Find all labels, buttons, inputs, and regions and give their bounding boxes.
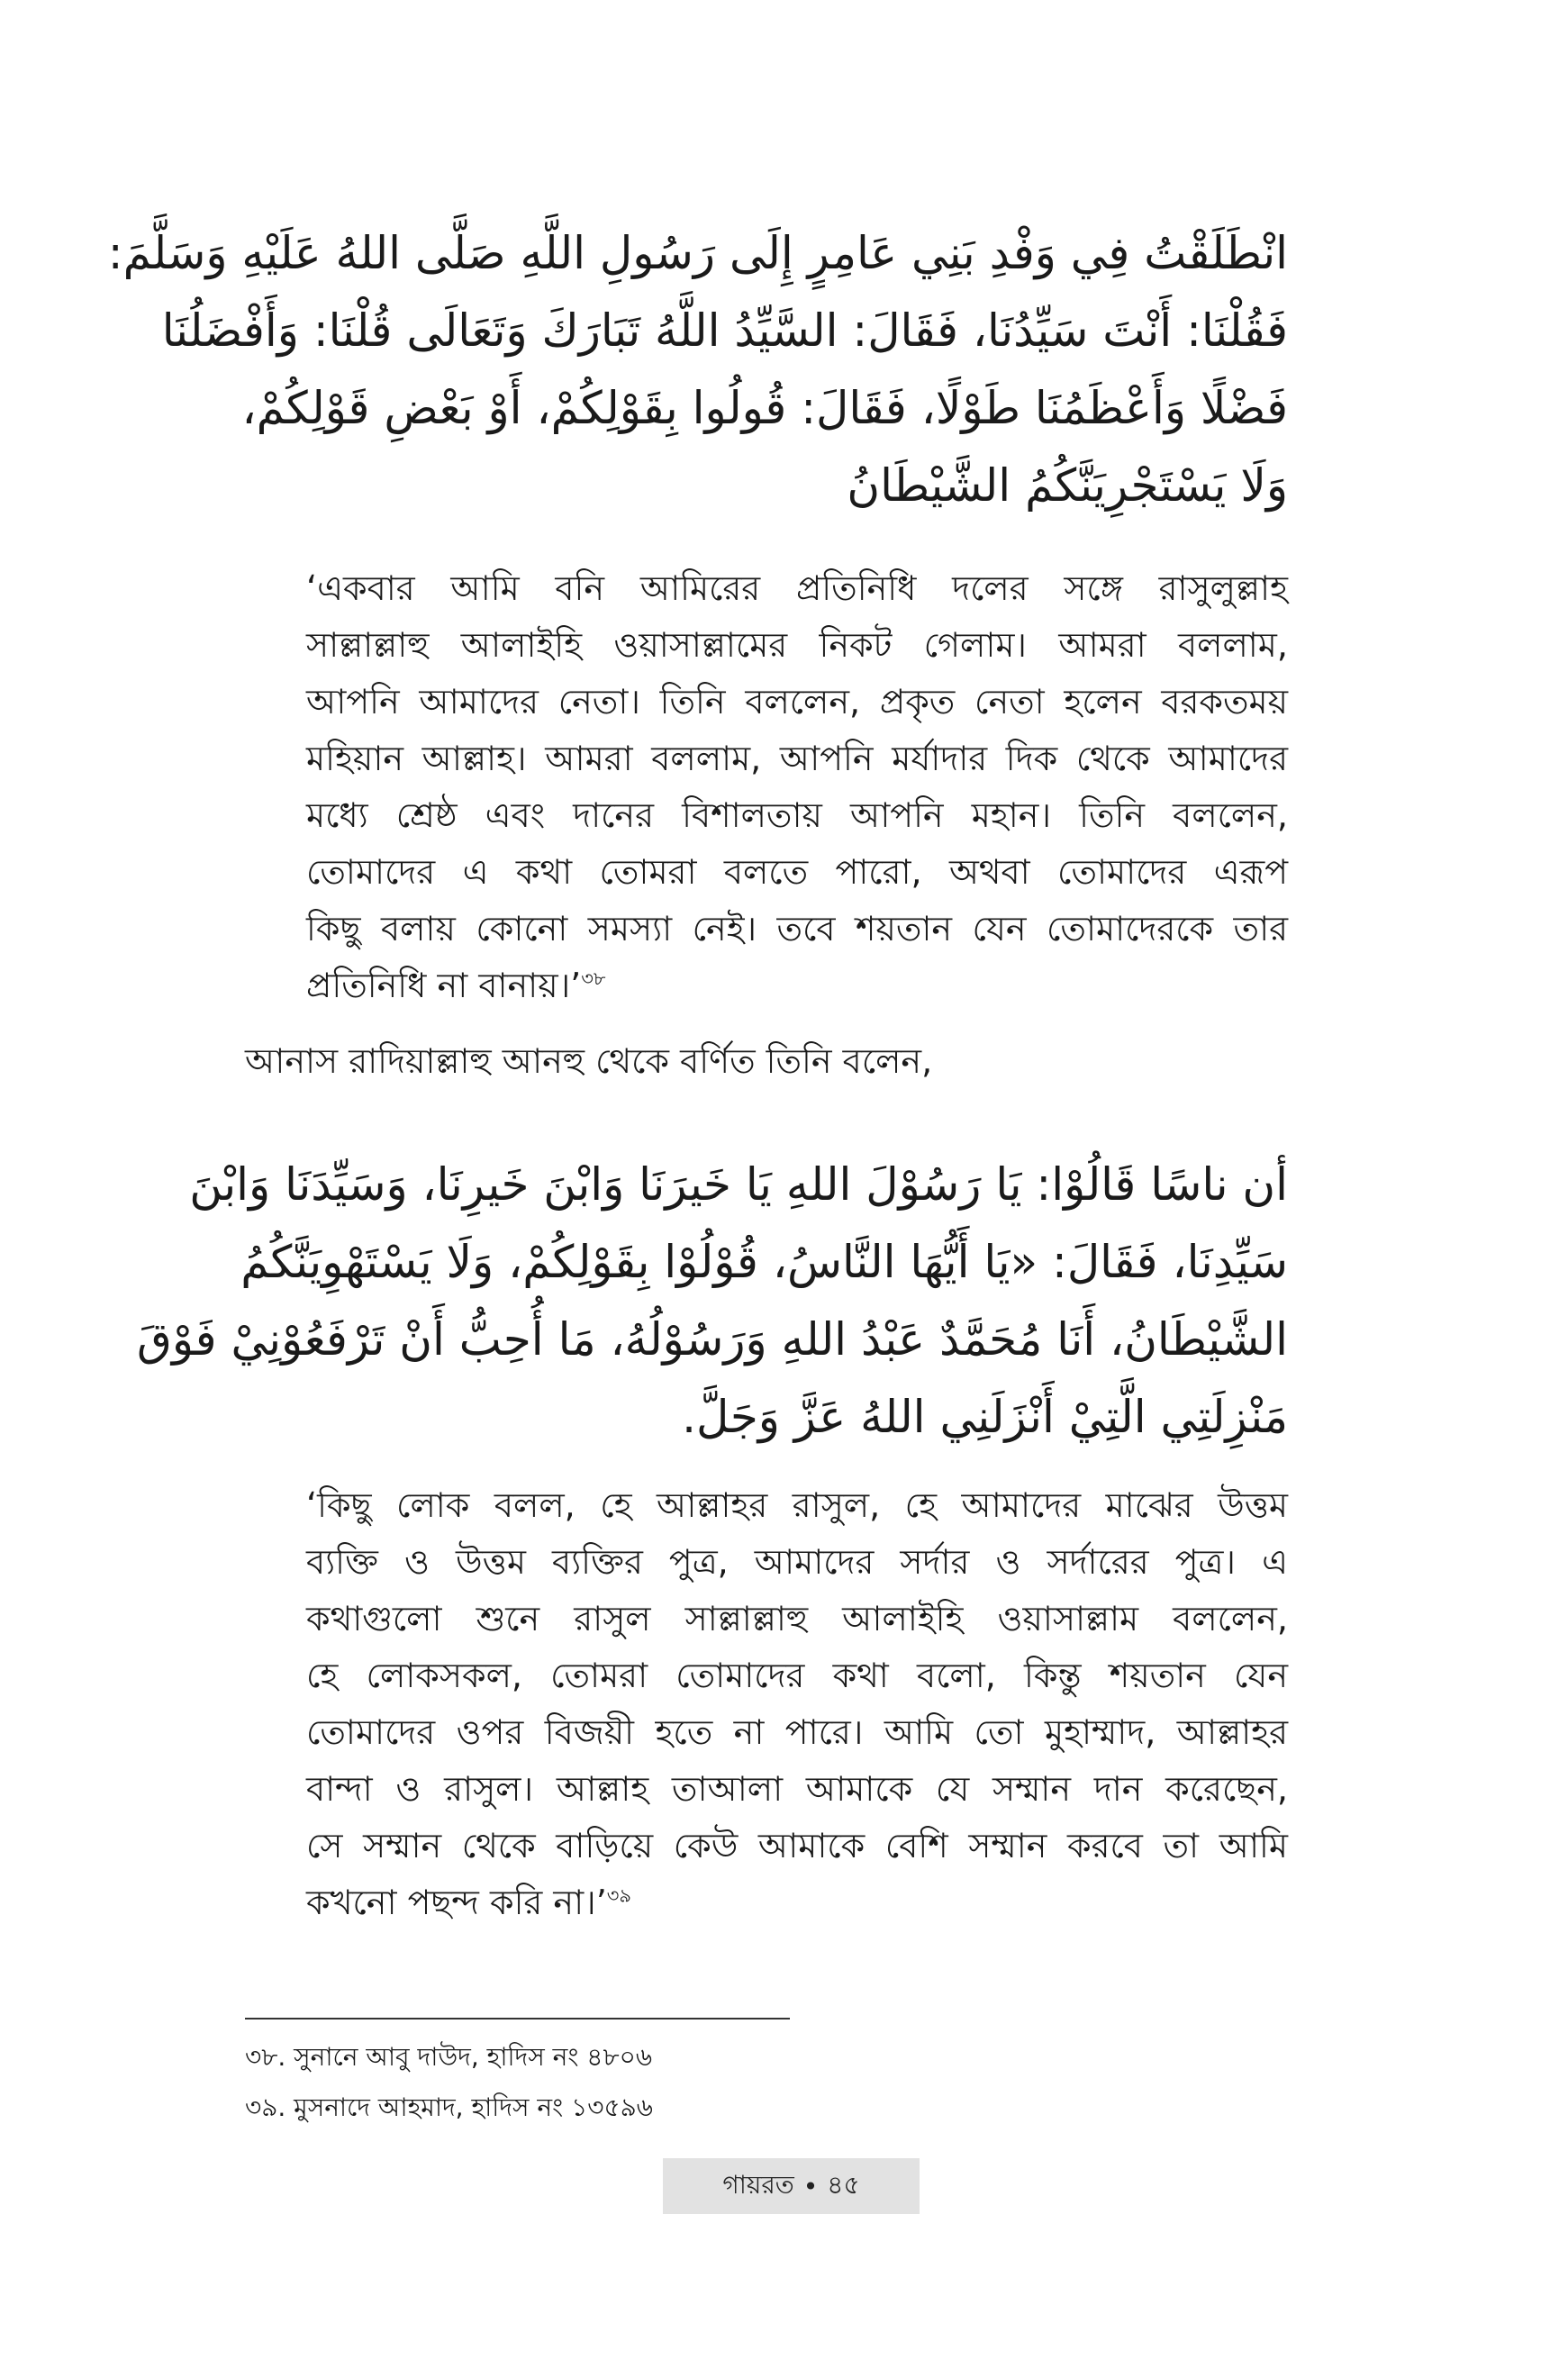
- translation-line: ব্যক্তি ও উত্তম ব্যক্তির পুত্র, আমাদের সর্দার ও সর্দারের পুত্র। এ: [306, 1542, 1288, 1582]
- translation-line: আপনি আমাদের নেতা। তিনি বললেন, প্রকৃত নেতা হলেন বরকতময়: [306, 682, 1288, 722]
- translation-line: মধ্যে শ্রেষ্ঠ এবং দানের বিশালতায় আপনি মহান। তিনি বললেন,: [306, 795, 1288, 835]
- translation-text: প্রতিনিধি না বানায়।’: [306, 966, 582, 1005]
- arabic-line: سَيِّدِنَا، فَقَالَ: «يَا أَيُّهَا النَّاسُ، قُوْلُوْا بِقَوْلِكُمْ، وَلَا يَسْتَهْوِيَنَّكُمُ: [240, 1236, 1288, 1288]
- translation-line: ‘একবার আমি বনি আমিরের প্রতিনিধি দলের সঙ্গে রাসুলুল্লাহ: [306, 568, 1288, 608]
- translation-line-last: [306, 1874, 1288, 1931]
- arabic-line: أن ناسًا قَالُوْا: يَا رَسُوْلَ اللهِ يَا خَيرَنَا وَابْنَ خَيرِنَا، وَسَيِّدَنَا وَابْنَ: [189, 1158, 1288, 1211]
- arabic-hadith-2: [137, 1146, 1288, 1456]
- translation-line: কিছু বলায় কোনো সমস্যা নেই। তবে শয়তান যেন তোমাদেরকে তার: [306, 909, 1288, 948]
- arabic-line: الشَّيْطَانُ، أَنَا مُحَمَّدٌ عَبْدُ اللهِ وَرَسُوْلُهُ، مَا أُحِبُّ أَنْ تَرْفَعُوْنِيْ فَوْقَ: [137, 1313, 1288, 1366]
- arabic-line: انْطَلَقْتُ فِي وَفْدِ بَنِي عَامِرٍ إِلَى رَسُولِ اللَّهِ صَلَّى اللهُ عَلَيْهِ وَسَلَّمَ:: [107, 227, 1288, 279]
- footnotes: [245, 2032, 1056, 2133]
- translation-line: মহিয়ান আল্লাহ। আমরা বললাম, আপনি মর্যাদার দিক থেকে আমাদের: [306, 739, 1288, 778]
- translation-line: তোমাদের এ কথা তোমরা বলতে পারো, অথবা তোমাদের এরূপ: [306, 852, 1288, 892]
- footnote-ref-38[interactable]: ৩৮: [581, 967, 606, 990]
- translation-line: বান্দা ও রাসুল। আল্লাহ তাআলা আমাকে যে সম্মান দান করেছেন,: [306, 1769, 1289, 1809]
- page-footer-badge: [663, 2158, 920, 2214]
- footnote-divider: [245, 2018, 790, 2019]
- arabic-hadith-1: [107, 214, 1288, 524]
- arabic-line: مَنْزِلَتِي الَّتِيْ أَنْزَلَنِي اللهُ عَزَّ وَجَلَّ.: [682, 1391, 1288, 1443]
- narration-intro: আনাস রাদিয়াল্লাহু আনহু থেকে বর্ণিত তিনি বলেন,: [245, 1041, 933, 1081]
- page-number: ৪৫: [827, 2169, 860, 2200]
- translation-line: তোমাদের ওপর বিজয়ী হতে না পারে। আমি তো মুহাম্মাদ, আল্লাহর: [306, 1712, 1288, 1752]
- translation-line: সে সম্মান থেকে বাড়িয়ে কেউ আমাকে বেশি সম্মান করবে তা আমি: [306, 1826, 1288, 1865]
- translation-line: ‘কিছু লোক বলল, হে আল্লাহর রাসুল, হে আমাদের মাঝের উত্তম: [306, 1485, 1288, 1525]
- translation-line: সাল্লাল্লাহু আলাইহি ওয়াসাল্লামের নিকট গেলাম। আমরা বললাম,: [306, 625, 1288, 665]
- translation-line-last: [306, 958, 1288, 1014]
- arabic-line: وَلَا يَسْتَجْرِيَنَّكُمُ الشَّيْطَانُ: [847, 459, 1288, 512]
- book-title: গায়রত: [722, 2169, 794, 2200]
- translation-line: হে লোকসকল, তোমরা তোমাদের কথা বলো, কিন্তু শয়তান যেন: [306, 1656, 1288, 1695]
- arabic-line: فَقُلْنَا: أَنْتَ سَيِّدُنَا، فَقَالَ: السَّيِّدُ اللَّهُ تَبَارَكَ وَتَعَالَى قُلْنَا: وَأَفْضَلُنَا: [161, 304, 1288, 357]
- translation-line: কথাগুলো শুনে রাসুল সাল্লাল্লাহু আলাইহি ওয়াসাল্লাম বললেন,: [306, 1599, 1288, 1638]
- footer-separator: •: [802, 2171, 819, 2201]
- footnote-39: ৩৯. মুসনাদে আহমাদ, হাদিস নং ১৩৫৯৬: [245, 2092, 653, 2122]
- bangla-translation-1: [306, 560, 1288, 1014]
- footnote-38: ৩৮. সুনানে আবু দাউদ, হাদিস নং ৪৮০৬: [245, 2042, 653, 2072]
- bangla-translation-2: [306, 1477, 1288, 1931]
- footnote-ref-39[interactable]: ৩৯: [606, 1884, 631, 1907]
- arabic-line: فَضْلًا وَأَعْظَمُنَا طَوْلًا، فَقَالَ: قُولُوا بِقَوْلِكُمْ، أَوْ بَعْضِ قَوْلِكُمْ،: [241, 382, 1288, 434]
- translation-text: কখনো পছন্দ করি না।’: [306, 1883, 607, 1922]
